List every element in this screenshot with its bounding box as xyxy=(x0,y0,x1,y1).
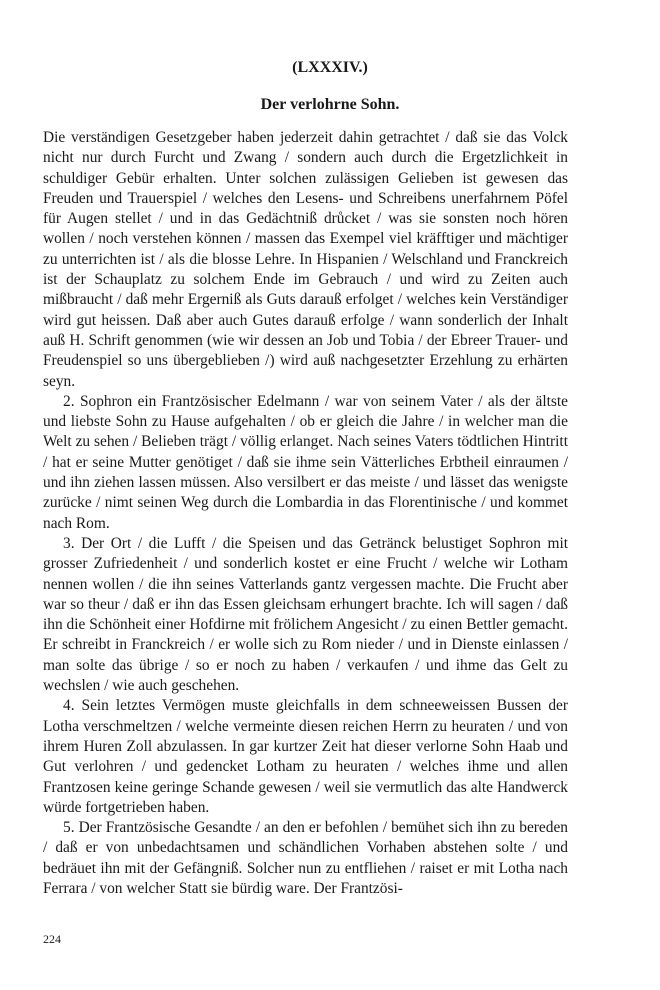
paragraph-3: 3. Der Ort / die Lufft / die Speisen und das Getränck belustiget Sophron mit grosser Zufriedenheit / und sonderlich kostet er eine Frucht / welche wir Lotham nennen wollen / die ihn seines Vatterlands gantz vergessen machte. Die Frucht aber war so theur / daß er ihn das Essen gleichsam erhungert brachte. Ich will sagen / daß ihn die Schönheit einer Hofdirne mit frölichem Angesicht / zu einen Bettler gemacht. Er schreibt in Franckreich / er wolle sich zu Rom nieder / und in Dienste einlassen / man solte das übrige / so er noch zu haben / verkaufen / und ihme das Gelt zu wechslen / wie auch geschehen. xyxy=(43,534,568,695)
chapter-title: Der verlohrne Sohn. xyxy=(260,96,400,113)
chapter-number: (LXXXIV.) xyxy=(292,59,368,76)
page-number: 224 xyxy=(43,932,61,946)
paragraph-intro: Die verständigen Gesetzgeber haben jederzeit dahin getrachtet / daß sie das Volck nicht nur durch Furcht und Zwang / sondern auch durch die Ergetzlichkeit in schuldiger Gebür erhalten. Unter solchen zulässigen Gelieben ist gewesen das Freuden und Trauerspiel / welches den Lesens- und Schreibens unerfahrnem Pöfel für Augen stellet / und in das Gedächtniß drůcket / was sie sonsten noch hören wollen / noch verstehen können / massen das Exempel viel kräfftiger und mächtiger zu unterrichten ist / als die blosse Lehre. In Hispanien / Welschland und Franckreich ist der Schauplatz zu solchem Ende im Gebrauch / und wird zu Zeiten auch mißbraucht / daß mehr Ergerniß als Guts darauß erfolget / welches kein Verständiger wird gut heissen. Daß aber auch Gutes darauß erfolge / wann sonderlich der Inhalt auß H. Schrift genommen (wie wir dessen an Job und Tobia / der Ebreer Trauer- und Freudenspiel so uns übergeblieben /) wird auß nachgesetzter Erzehlung zu erhärten seyn. xyxy=(43,129,568,390)
paragraph-5: 5. Der Frantzösische Gesandte / an den er befohlen / bemühet sich ihn zu bereden / daß er von unbedachtsamen und schändlichen Vorhaben abstehen solte / und bedräuet ihn mit der Gefängniß. Solcher nun zu entfliehen / raiset er mit Lotha nach Ferrara / von welcher Statt sie bürdig ware. Der Frantzösi- xyxy=(43,819,568,897)
body-text xyxy=(43,128,568,899)
paragraph-4: 4. Sein letztes Vermögen muste gleichfalls in dem schneeweissen Bussen der Lotha verschmeltzen / welche vermeinte diesen reichen Herrn zu heuraten / und von ihrem Huren Zoll abzulassen. In gar kurtzer Zeit hat dieser verlorne Sohn Haab und Gut verlohren / und gedencket Lotham zu heuraten / welches ihme und allen Frantzosen keine geringe Schande gewesen / weil sie vermutlich das alte Handwerck würde fortgetrieben haben. xyxy=(43,697,568,816)
paragraph-2: 2. Sophron ein Frantzösischer Edelmann / war von seinem Vater / als der ältste und liebste Sohn zu Hause aufgehalten / ob er gleich die Jahre / in welcher man die Welt zu sehen / Belieben trägt / völlig erlanget. Nach seines Vaters tödtlichen Hintritt / hat er seine Mutter genötiget / daß sie ihme sein Vätterliches Erbtheil einraumen / und ihn ziehen lassen müssen. Also versilbert er das meiste / und lässet das wenigste zurücke / nimt seinen Weg durch die Lombardia in das Florentinische / und kommet nach Rom. xyxy=(43,392,568,532)
